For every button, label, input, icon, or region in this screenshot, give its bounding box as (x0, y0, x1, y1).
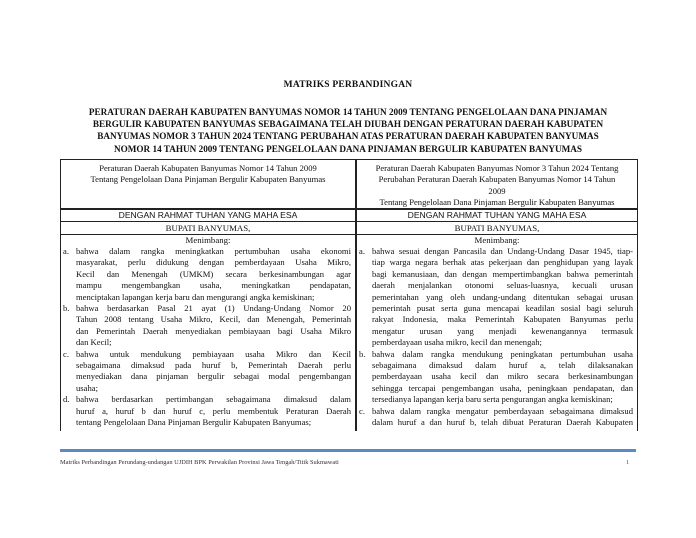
text-line: sebagaimana dimaksud dalam huruf a, telah dilaksanakan (372, 360, 633, 371)
footer-text: Matriks Perbandingan Perundang-undangan UJDIH BPK Perwakilan Provinsi Jawa Tengah/Titik Sukmawati (60, 459, 339, 466)
text-line: tentang Pengelolaan Dana Pinjaman Bergulir Kabupaten Banyumas; (76, 417, 312, 428)
item-letter: c. (359, 405, 365, 416)
item-letter: a. (359, 246, 365, 256)
text-line: Tahun 2008 tentang Usaha Mikro, Kecil, dan Menengah, Pemerintah (76, 314, 351, 325)
item-text (372, 406, 633, 429)
column-header-old (61, 160, 355, 208)
item-letter: b. (359, 348, 366, 359)
list-item (359, 349, 633, 406)
bupati-heading: BUPATI BANYUMAS, (454, 223, 540, 233)
text-line: bahwa untuk mendukung pembiayaan usaha Mikro dan Kecil (76, 348, 351, 359)
menimbang-heading: Menimbang: (474, 235, 520, 245)
list-item (63, 349, 351, 395)
list-item (63, 394, 351, 428)
bupati-heading: BUPATI BANYUMAS, (165, 223, 251, 233)
text-line: tiap warga negara berhak atas pekerjaan dan penghidupan yang layak (372, 257, 633, 268)
item-text (372, 349, 633, 406)
header-line: 2009 (488, 185, 506, 196)
rahmat-heading: DENGAN RAHMAT TUHAN YANG MAHA ESA (118, 210, 298, 220)
text-line: mampu mengembangkan usaha, meningkatkan pendapatan, (76, 280, 351, 291)
page-number: 1 (626, 459, 630, 466)
text-line: sebagaimana dimaksud pada huruf b, Pemerintah Daerah perlu (76, 360, 351, 371)
text-line: menyediakan dana pinjaman bergulir sebagai modal pengembangan (76, 371, 351, 382)
item-text (76, 303, 351, 349)
item-text (76, 246, 351, 303)
text-line: pemberdayaan usaha mikro, kecil dan menengah; (372, 337, 542, 348)
text-line: bahwa dalam rangka mengatur pemberdayaan sebagaimana dimaksud (372, 405, 633, 416)
text-line: daerah menjalankan otonomi seluas-luasnya, kecuali urusan (372, 280, 633, 291)
text-line: huruf a, huruf b dan huruf c, perlu membentuk Peraturan Daerah (76, 405, 351, 416)
item-letter: d. (63, 394, 70, 405)
considerations-list (357, 246, 637, 429)
text-line: bahwa sesuai dengan Pancasila dan Undang-Undang Dasar 1945, tiap- (372, 246, 633, 256)
text-line: dan Kecil; (76, 337, 112, 348)
list-item (359, 246, 633, 349)
text-line: mengatur urusan yang menjadi kewenangannya termasuk (372, 325, 633, 336)
document-subtitle (60, 106, 636, 155)
list-item (359, 406, 633, 429)
text-line: menciptakan lapangan kerja baru dan mengurangi angka kemiskinan; (76, 291, 315, 302)
text-line: pemberdayaan usaha kecil dan mikro secara berkesinambungan (372, 371, 633, 382)
list-item (63, 303, 351, 349)
header-line: Peraturan Daerah Kabupaten Banyumas Nomor 14 Tahun 2009 (99, 163, 317, 173)
document-title: MATRIKS PERBANDINGAN (283, 80, 413, 90)
text-line: dalam huruf a dan huruf b, telah dibuat Peraturan Daerah Kabupaten (372, 417, 633, 428)
text-line: bahwa berdasarkan pertimbangan sebagaimana dimaksud dalam (76, 394, 351, 405)
text-line: usaha; (76, 382, 98, 393)
menimbang-heading: Menimbang: (185, 235, 231, 245)
subtitle-line: NOMOR 14 TAHUN 2009 TENTANG PENGELOLAAN DANA PINJAMAN BERGULIR KABUPATEN BANYUMAS (113, 143, 583, 154)
subtitle-line: BERGULIR KABUPATEN BANYUMAS SEBAGAIMANA TELAH DIUBAH DENGAN PERATURAN DAERAH KABUPATEN (92, 119, 604, 130)
text-line: tersedianya lapangan kerja baru serta pengurangan angka kemiskinan; (372, 394, 613, 405)
text-line: pemerintah pusat serta guna mencapai keadilan sosial bagi seluruh (372, 303, 633, 314)
header-line: Tentang Pengelolaan Dana Pinjaman Bergulir Kabupaten Banyumas (379, 197, 615, 208)
comparison-table (60, 159, 638, 431)
rahmat-heading: DENGAN RAHMAT TUHAN YANG MAHA ESA (407, 210, 587, 220)
column-header-new (357, 160, 637, 208)
column-old-regulation (61, 160, 355, 431)
text-line: Kecil dan Menengah (UMKM) secara berkesinambungan agar (76, 268, 351, 279)
text-line: dan Pemerintah Daerah menyediakan pembiayaan bagi Usaha Mikro (76, 325, 351, 336)
text-line: pemerintahan yang oleh undang-undang ditentukan sebagai urusan (372, 291, 633, 302)
item-text (76, 394, 351, 428)
considerations-list (61, 246, 355, 429)
header-line: Tentang Pengelolaan Dana Pinjaman Bergulir Kabupaten Banyumas (90, 174, 326, 185)
text-line: bagi kemanusiaan, dan dengan mempertimbangkan bahwa pemerintah (372, 268, 633, 279)
column-new-regulation (357, 160, 637, 431)
list-item (63, 246, 351, 303)
item-text (372, 246, 633, 349)
subtitle-line: PERATURAN DAERAH KABUPATEN BANYUMAS NOMOR 14 TAHUN 2009 TENTANG PENGELOLAAN DANA PINJAMAN (88, 107, 608, 117)
text-line: rakyat Indonesia, maka Pemerintah Kabupaten Banyumas perlu (372, 314, 633, 325)
text-line: sehingga tercapai pengembangan usaha, peningkaan pendapatan, dan (372, 382, 633, 393)
item-letter: b. (63, 303, 70, 314)
item-text (76, 349, 351, 395)
item-letter: a. (63, 246, 69, 256)
text-line: bahwa berdasarkan Pasal 21 ayat (1) Undang-Undang Nomor 20 (76, 303, 351, 314)
header-line: Perubahan Peraturan Daerah Kabupaten Banyumas Nomor 14 Tahun (378, 174, 616, 185)
text-line: bahwa dalam rangka meningkatkan pertumbuhan usaha ekonomi (76, 246, 351, 256)
footer-rule (60, 449, 636, 452)
subtitle-line: BANYUMAS NOMOR 3 TAHUN 2024 TENTANG PERUBAHAN ATAS PERATURAN DAERAH KABUPATEN BANYUMAS (97, 131, 599, 142)
item-letter: c. (63, 348, 69, 359)
text-line: bahwa dalam rangka mendukung peningkatan pertumbuhan usaha (372, 348, 633, 359)
text-line: masyarakat, perlu didukung dengan pemberdayaan Usaha Mikro, (76, 257, 351, 268)
header-line: Peraturan Daerah Kabupaten Banyumas Nomor 3 Tahun 2024 Tentang (375, 163, 619, 173)
